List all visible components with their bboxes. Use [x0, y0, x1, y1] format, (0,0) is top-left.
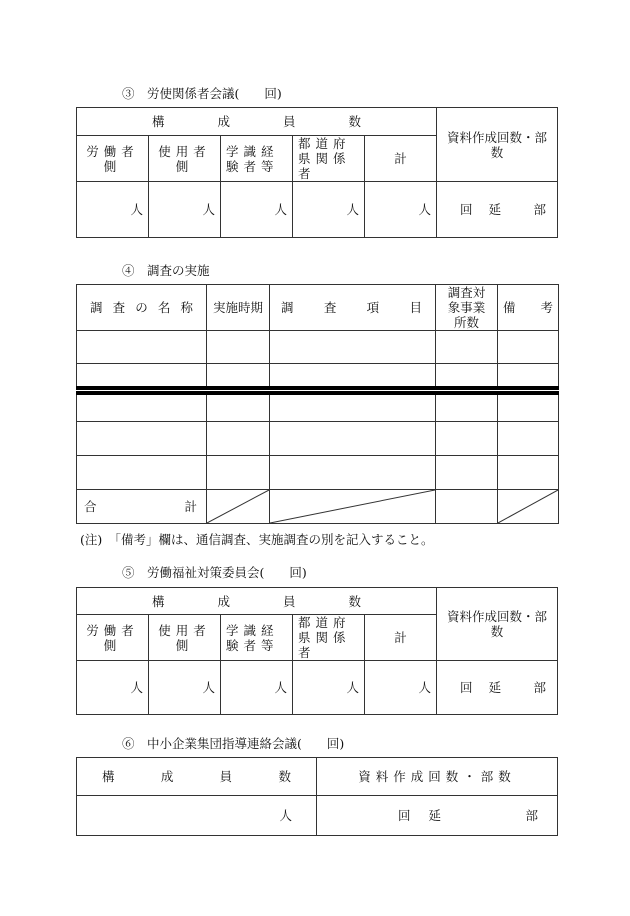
members-value[interactable]: 人 — [77, 796, 317, 836]
section4-title: ④ 調査の実施 — [122, 263, 210, 278]
header-char: 項 — [366, 300, 380, 315]
cell[interactable] — [498, 455, 559, 489]
materials-header: 資料作成回数・部数 — [437, 108, 558, 182]
workers-value[interactable]: 人 — [77, 661, 149, 715]
survey-table-bottom — [76, 391, 559, 524]
col-establishments: 調査対象事業所数 — [436, 285, 498, 331]
cell[interactable] — [77, 455, 207, 489]
cell[interactable] — [77, 421, 207, 455]
header-char: 査 — [112, 300, 126, 315]
col-employers: 使用者側 — [149, 615, 221, 661]
cell[interactable] — [207, 421, 270, 455]
header-char: 員 — [283, 114, 296, 129]
total-row — [77, 489, 559, 523]
survey-table-top — [76, 284, 559, 390]
members-header — [77, 108, 437, 136]
header-char: の — [135, 300, 148, 315]
header-char: 数 — [348, 593, 362, 609]
col-workers: 労働者側 — [77, 615, 149, 661]
prefecture-value[interactable]: 人 — [293, 182, 365, 238]
cell[interactable] — [207, 331, 270, 364]
cell[interactable] — [270, 455, 436, 489]
cell[interactable] — [207, 364, 270, 388]
employers-value[interactable]: 人 — [149, 182, 221, 238]
cell[interactable] — [436, 364, 498, 388]
prefecture-value[interactable]: 人 — [293, 661, 365, 715]
diagonal-cell — [270, 489, 436, 523]
employers-value[interactable]: 人 — [149, 661, 221, 715]
cell[interactable] — [77, 364, 207, 388]
col-survey-name — [77, 285, 207, 331]
header-char: 査 — [323, 300, 337, 315]
col-workers: 労働者側 — [77, 136, 149, 182]
total-value[interactable]: 人 — [365, 661, 437, 715]
header-char: 調 — [281, 300, 294, 315]
col-academics: 学識経験者等 — [221, 136, 293, 182]
cell[interactable] — [436, 331, 498, 364]
section3-title: ③ 労使関係者会議( 回) — [122, 86, 282, 101]
cell[interactable] — [436, 393, 498, 421]
col-employers: 使用者側 — [149, 136, 221, 182]
cell[interactable] — [498, 331, 559, 364]
cell[interactable] — [498, 364, 559, 388]
label-char: 計 — [184, 498, 197, 514]
col-prefecture: 都道府県関係者 — [293, 615, 365, 661]
cell[interactable] — [207, 393, 270, 421]
section5-table — [76, 587, 558, 715]
cell[interactable] — [436, 455, 498, 489]
col-prefecture: 都道府県関係者 — [293, 136, 365, 182]
materials-value[interactable] — [437, 182, 558, 238]
header-char: 数 — [278, 769, 291, 784]
header-char: 構 — [152, 114, 165, 129]
cell[interactable] — [270, 421, 436, 455]
unit-copies: 部 — [525, 808, 538, 823]
unit-times: 回 — [398, 808, 411, 823]
total-value[interactable]: 人 — [365, 182, 437, 238]
members-header — [77, 758, 317, 796]
section6-table — [76, 757, 558, 836]
unit-total: 延 — [428, 808, 442, 823]
cell[interactable] — [207, 455, 270, 489]
academics-value[interactable]: 人 — [221, 661, 293, 715]
cell[interactable] — [498, 393, 559, 421]
header-char: 成 — [217, 114, 231, 129]
header-char: 考 — [540, 300, 553, 315]
cell[interactable] — [270, 393, 436, 421]
col-academics: 学識経験者等 — [221, 615, 293, 661]
survey-note: (注) 「備考」欄は、通信調査、実施調査の別を記入すること。 — [80, 532, 434, 547]
members-header — [77, 588, 437, 615]
unit-total: 延 — [488, 202, 502, 217]
header-char: 員 — [219, 769, 233, 784]
unit-copies: 部 — [533, 680, 547, 695]
total-label — [77, 489, 207, 523]
unit-copies: 部 — [533, 202, 547, 217]
diagonal-cell — [498, 489, 559, 523]
cell[interactable] — [498, 421, 559, 455]
cell[interactable] — [270, 331, 436, 364]
cell[interactable] — [77, 393, 207, 421]
materials-header: 資料作成回数・部数 — [437, 588, 558, 661]
materials-header: 資料作成回数・部数 — [317, 758, 558, 796]
header-char: 員 — [283, 593, 296, 609]
materials-value[interactable] — [437, 661, 558, 715]
unit-total: 延 — [488, 680, 502, 695]
cell[interactable] — [436, 421, 498, 455]
col-survey-items — [270, 285, 436, 331]
unit-times: 回 — [460, 680, 473, 695]
col-period: 実施時期 — [207, 285, 270, 331]
section3-table — [76, 107, 558, 238]
diagonal-cell — [207, 489, 270, 523]
col-remarks — [498, 285, 559, 331]
header-char: 備 — [503, 300, 516, 315]
col-total: 計 — [365, 615, 437, 661]
materials-value[interactable] — [317, 796, 558, 836]
cell[interactable] — [77, 331, 207, 364]
section5-title: ⑤ 労働福祉対策委員会( 回) — [122, 565, 307, 580]
cell[interactable] — [270, 364, 436, 388]
header-char: 称 — [180, 300, 193, 315]
header-char: 名 — [157, 300, 171, 315]
unit-times: 回 — [460, 202, 473, 217]
col-total: 計 — [365, 136, 437, 182]
label-char: 合 — [84, 498, 97, 514]
header-char: 構 — [102, 769, 115, 784]
section6-title: ⑥ 中小企業集団指導連絡会議( 回) — [122, 736, 345, 751]
header-char: 調 — [90, 300, 103, 315]
workers-value[interactable]: 人 — [77, 182, 149, 238]
header-char: 目 — [409, 300, 422, 315]
header-char: 成 — [217, 593, 231, 609]
header-char: 成 — [160, 769, 174, 784]
academics-value[interactable]: 人 — [221, 182, 293, 238]
header-char: 数 — [348, 114, 362, 129]
header-char: 構 — [152, 593, 165, 609]
total-establishments[interactable] — [436, 489, 498, 523]
